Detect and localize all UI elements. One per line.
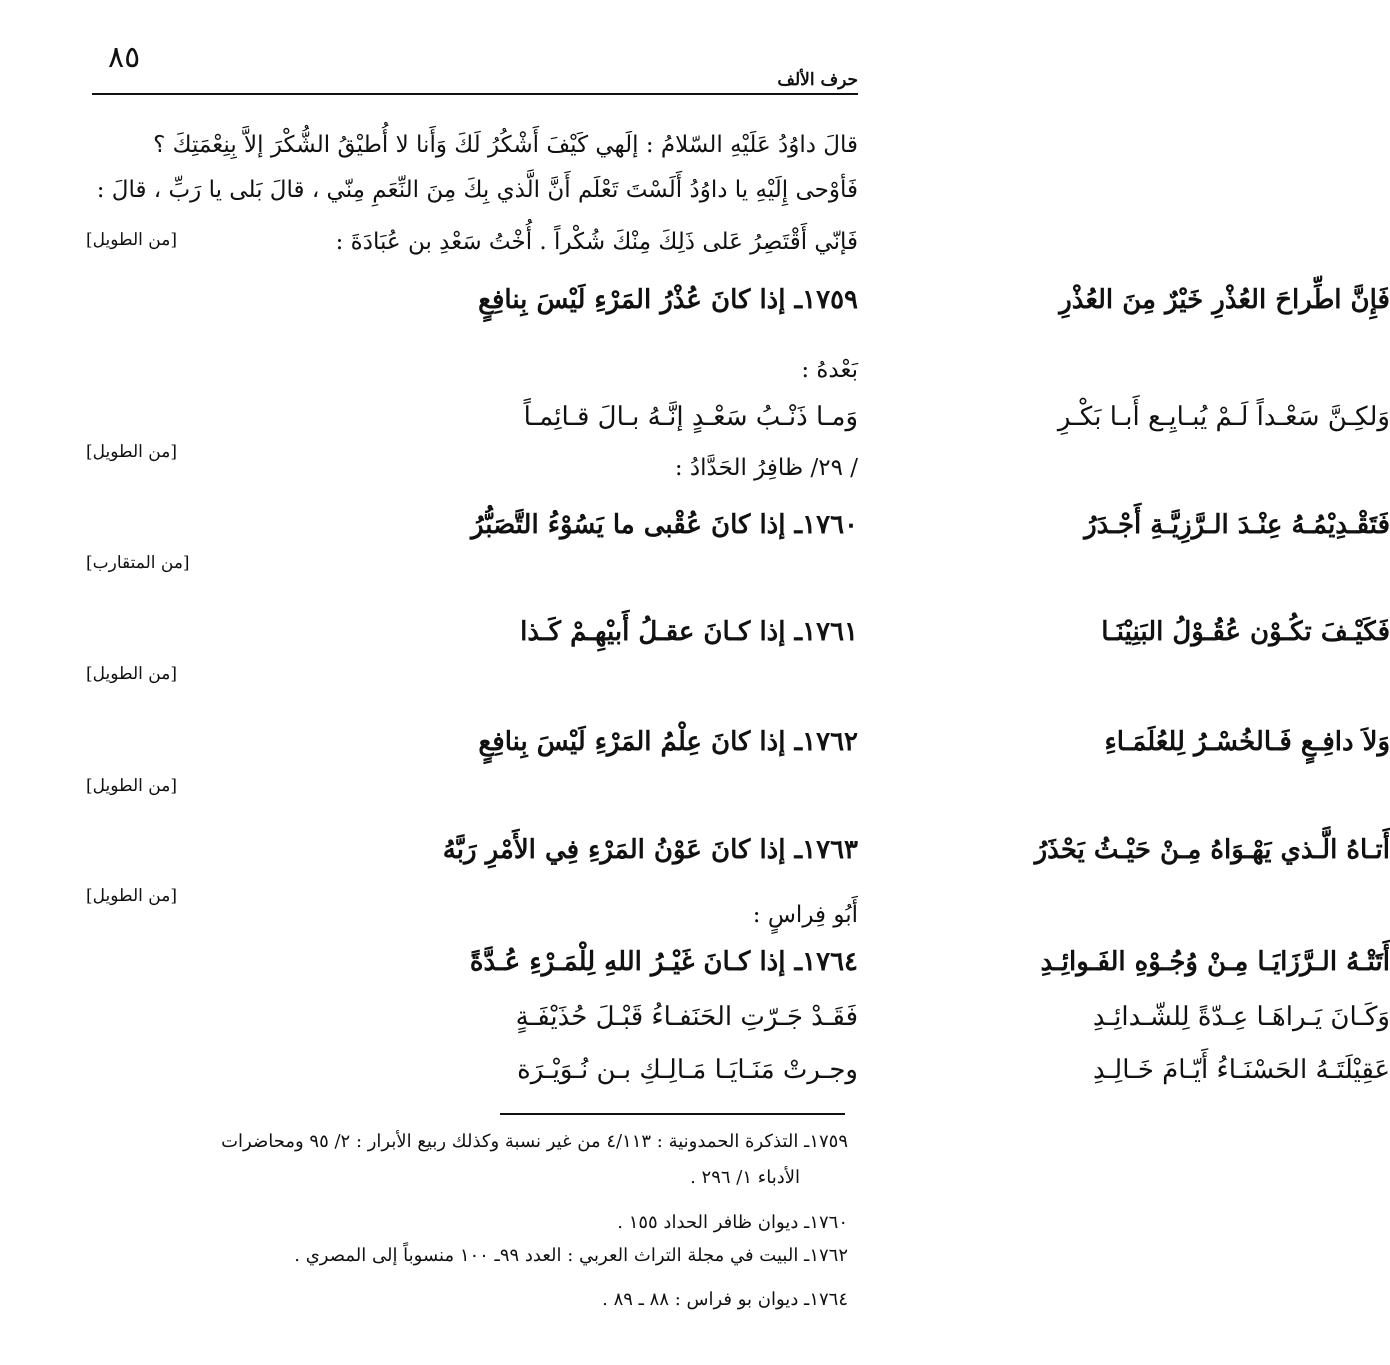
page-number: ٨٥	[108, 40, 141, 75]
meter-label: [من الطويل]	[86, 886, 177, 906]
prose-line: فَأوْحى إِلَيْهِ يا داوُدُ أَلَسْتَ تَعْلَم أَنَّ الَّذي بِكَ مِنَ النِّعَمِ مِنّي ، قالَ بَلى يا رَبِّ ، قالَ :	[96, 177, 858, 203]
verse-first-hemistich: وجـرتْ مَنَـايَـا مَـالِـكِ بـن نُـوَيْـرَة	[517, 1055, 858, 1085]
meter-label: [من الطويل]	[86, 664, 177, 684]
verse-first-hemistich: ١٧٦٣ـ إذا كانَ عَوْنُ المَرْءِ فِي الأَمْرِ رَبَّهُ	[442, 835, 858, 865]
verse-second-hemistich: فَإِنَّ اطِّراحَ العُذْرِ خَيْرٌ مِنَ العُذْرِ	[1059, 285, 1390, 315]
verse-second-hemistich: أَتـاهُ الَّـذي يَهْـوَاهُ مِـنْ حَيْـثُ يَحْذَرُ	[1034, 835, 1390, 865]
footnote: ١٧٦٠ـ ديوان ظافر الحداد ١٥٥ .	[617, 1212, 848, 1233]
verse-first-hemistich: ١٧٦٢ـ إذا كانَ عِلْمُ المَرْءِ لَيْسَ بِنافِعٍ	[478, 727, 858, 757]
verse-second-hemistich: وَكَـانَ يَـراهَـا عِـدّةً لِلشّـدائِـدِ	[1092, 1002, 1390, 1032]
verse-first-hemistich: ١٧٦٤ـ إذا كـانَ غَيْـرُ اللهِ لِلْمَـرْءِ عُـدَّةً	[469, 947, 858, 977]
meter-label: [من المتقارب]	[86, 553, 190, 573]
verse-first-hemistich: فَقَـدْ جَـرّتِ الحَنَفـاءُ قَبْـلَ حُذَيْفَـةٍ	[515, 1002, 858, 1032]
verse-intro: بَعْدهُ :	[801, 357, 858, 383]
verse-first-hemistich: وَمـا ذَنْـبُ سَعْـدٍ إنَّـهُ بـالَ قـائِمـاً	[523, 402, 858, 432]
verse-second-hemistich: وَلاَ دافِـعٍ فَـالخُسْـرُ لِلعُلَمَـاءِ	[1104, 727, 1390, 757]
running-header: حرف الألف	[777, 70, 858, 90]
meter-label: [من الطويل]	[86, 776, 177, 796]
verse-second-hemistich: فَتَقْـدِيْمُـهُ عِنْـدَ الـرَّزِيَّـةِ أَجْـدَرُ	[1084, 510, 1390, 540]
prose-line: قالَ داوُدُ عَلَيْهِ السّلامُ : إلَهي كَيْفَ أَشْكُرُ لَكَ وَأَنا لا أُطيْقُ الشُّكْرَ إلاَّ بِنِعْمَتِكَ ؟	[153, 132, 858, 158]
verse-first-hemistich: ١٧٥٩ـ إذا كانَ عُذْرُ المَرْءِ لَيْسَ بِنافِعٍ	[478, 285, 858, 315]
meter-label: [من الطويل]	[86, 442, 177, 462]
verse-second-hemistich: أَتَتْـهُ الـرَّزَايَـا مِـنْ وُجُـوْهِ الفَـوائِـدِ	[1040, 947, 1390, 977]
verse-intro: أَبُو فِراسٍ :	[752, 902, 858, 928]
footnote-rule	[500, 1113, 845, 1115]
meter-label: [من الطويل]	[86, 230, 177, 250]
footnote: ١٧٦٢ـ البيت في مجلة التراث العربي : العدد ٩٩ـ ١٠٠ منسوباً إلى المصري .	[294, 1245, 848, 1266]
verse-first-hemistich: ١٧٦٠ـ إذا كانَ عُقْبى ما يَسُوْءُ التَّصَبُّرُ	[470, 510, 858, 540]
footnote: ١٧٥٩ـ التذكرة الحمدونية : ٤/١١٣ من غير نسبة وكذلك ربيع الأبرار : ٢/ ٩٥ ومحاضرات	[221, 1131, 848, 1152]
verse-second-hemistich: عَقِيْلَتَـهُ الحَسْنَـاءُ أَيّـامَ خَـالِـدِ	[1093, 1055, 1390, 1085]
footnote: ١٧٦٤ـ ديوان بو فراس : ٨٨ ـ ٨٩ .	[602, 1289, 848, 1310]
verse-second-hemistich: وَلكِـنَّ سَعْـداً لَـمْ يُبـايِـع أَبـا بَكْـرِ	[1057, 402, 1390, 432]
verse-first-hemistich: ١٧٦١ـ إذا كـانَ عقـلُ أَبيْهِـمْ كَـذا	[520, 617, 858, 647]
verse-second-hemistich: فَكَيْـفَ تكُـوْن عُقُـوْلُ البَنِيْنَـا	[1101, 617, 1390, 647]
footnote-continuation: الأدباء ١/ ٢٩٦ .	[690, 1167, 800, 1188]
verse-intro: / ٢٩/ ظافِرُ الحَدَّادُ :	[674, 455, 858, 481]
prose-line: فَإنّي أَقْتَصِرُ عَلى ذَلِكَ مِنْكَ شُكْراً . أُخْتُ سَعْدِ بن عُبَادَةَ :	[335, 229, 858, 255]
header-rule	[92, 93, 858, 95]
